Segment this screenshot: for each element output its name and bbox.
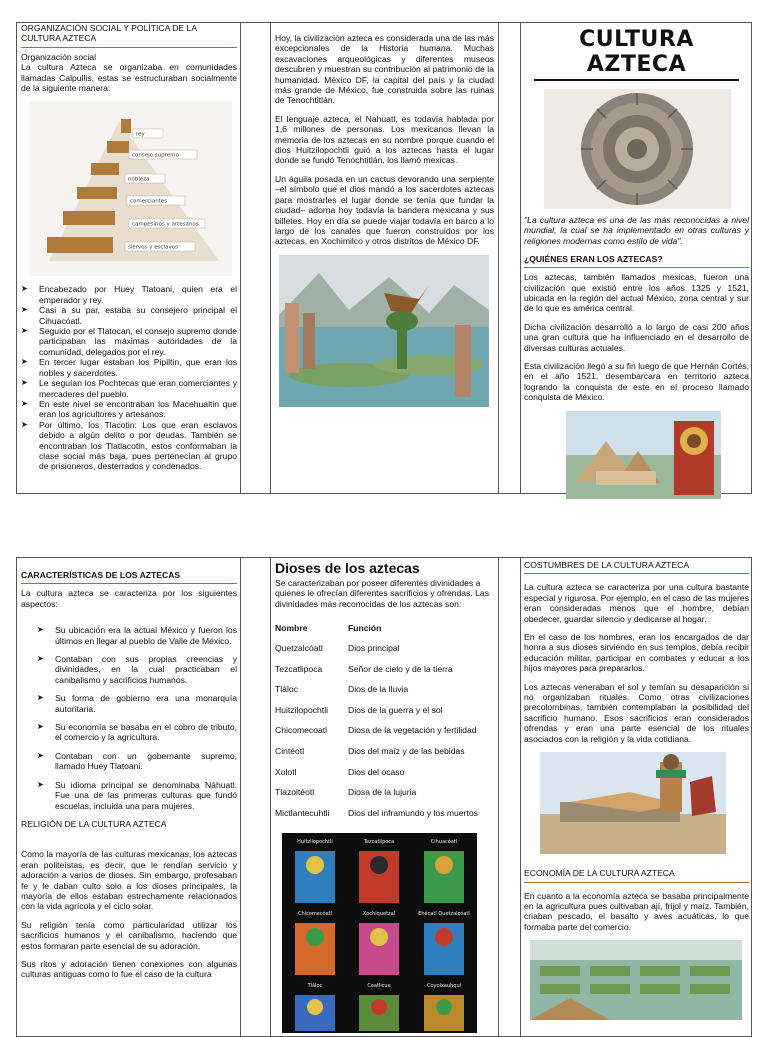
column-header: Función: [348, 622, 382, 633]
page-title: CULTURA AZTECA: [534, 27, 739, 81]
god-name: Tlazoltéotl: [275, 787, 315, 798]
list-item: ➤ Su ubicación era la actual México y fueron los últimos en llegar al pueblo de Valle de México.: [21, 625, 237, 646]
table-row: [275, 803, 495, 824]
table-row: [275, 761, 495, 782]
social-pyramid-illustration: [29, 101, 237, 276]
paragraph: La cultura azteca se caracteriza por una cultura bastante especial y rigurosa. Por ejemplo, en el caso de las mujeres eran consideradas menos que el hombre, debían obedecer, guardar silencio y dedicarse al hogar.: [524, 582, 749, 624]
paragraph: En cuanto a la economía azteca se basaba principalmente en la agricultura pues cultivaban ají, frijol y maíz. También, criaban pescado, el basalto y aves acuáticas, lo que formaba parte del comercio.: [524, 890, 749, 932]
list-item: ➤ Contaban con un gobernante supremo, llamado Huey Tlatoani.: [21, 751, 237, 772]
column-divider: [270, 23, 271, 493]
gods-table: [275, 617, 495, 823]
list-item: ➤ Su economía se basaba en el cobro de tributo, el comercio y la agricultura.: [21, 722, 237, 743]
god-name: Huitzilopochtli: [275, 704, 329, 715]
pyramid-label-comerciantes: comerciantes: [130, 198, 168, 205]
god-function: Dios principal: [348, 643, 400, 654]
economy-heading: ECONOMÍA DE LA CULTURA AZTECA: [524, 868, 749, 882]
gods-codex-image: [282, 833, 495, 1033]
god-name: Tláloc: [275, 684, 298, 695]
section-header: COSTUMBRES DE LA CULTURA AZTECA: [524, 560, 749, 574]
gods-title: Dioses de los aztecas: [275, 560, 420, 576]
god-function: Señor de cielo y de la tierra: [348, 663, 453, 674]
paragraph: Un águila posada en un cactus devorando una serpiente –el símbolo que el dios mandó a los sacerdotes aztecas para mostrarles el lugar donde se tenía que fundar la ciudad– adorna hoy todavía la bandera mexicana y sus billetes. Hoy en día se puede viajar todavía en barco a lo largo de los canales que fueron construidos por los aztecas, en Xochimilco y otros distritos de México DF.: [275, 173, 494, 247]
list-item: ➤ Encabezado por Huey Tlatoani, quien era el emperador y rey.: [21, 284, 237, 305]
paragraph: Dicha civilización desarrolló a lo largo de casi 200 años una gran cultura que ha influenciado en el desarrollo de diversas culturas actuales.: [524, 321, 749, 353]
god-function: Dios de la lluvia: [348, 684, 409, 695]
brochure-page-2: [16, 557, 752, 1037]
codex-label: Tláloc: [307, 983, 323, 990]
paragraph: En el caso de los hombres, eran los encargados de dar honra a sus dioses sirviendo en sus templos, debía recibir educación militar, participar en combates y educar a los hijos mayores para prepararlos.: [524, 632, 749, 674]
paragraph: Sus ritos y adoración tienen conexiones con algunas culturas antiguas como lo fue el caso de la cultura: [21, 958, 237, 980]
paragraph: Su religión tenía como particularidad utilizar los sacrificios humanos y el canibalismo, haciendo que estos formaran parte esencial de su adoración.: [21, 919, 237, 951]
column-divider: [520, 23, 521, 493]
characteristics-list: [21, 625, 237, 811]
column-header: Nombre: [275, 622, 308, 633]
god-function: Dios de la guerra y el sol: [348, 704, 443, 715]
god-function: Diosa de la lujuria: [348, 787, 417, 798]
god-name: Chicomecoatl: [275, 725, 328, 736]
column-divider: [240, 558, 241, 1036]
section-header: ORGANIZACIÓN SOCIAL Y POLÍTICA DE LA CULTURA AZTECA: [21, 23, 237, 48]
religion-heading: RELIGIÓN DE LA CULTURA AZTECA: [21, 818, 167, 829]
column-divider: [498, 23, 499, 493]
pyramid-label-consejo: consejo supremo: [132, 152, 179, 159]
god-name: Xolotl: [275, 766, 297, 777]
list-item: ➤ Su forma de gobierno era una monarquía autoritaria.: [21, 693, 237, 714]
sacrifice-illustration: [540, 752, 749, 854]
god-name: Cintéotl: [275, 746, 305, 757]
god-function: Dios del inframundo y los muertos: [348, 807, 478, 818]
list-item: ➤ Su idioma principal se denominaba Náhuatl. Fue una de las primeras culturas que fundó escuelas, incluida una para mujeres.: [21, 780, 237, 811]
subheader: Organización social: [21, 51, 96, 62]
list-item: ➤ Casi a su par, estaba su consejero principal el Cihuacóatl.: [21, 305, 237, 326]
table-row: [275, 700, 495, 721]
list-item: ➤ Le seguían los Pochtecas que eran comerciantes y mercaderes del pueblo.: [21, 378, 237, 399]
list-item: ➤ En tercer lugar estaban los Pipiltin, que eran los nobles y sacerdotes.: [21, 357, 237, 378]
codex-label: Tezcatlipoca: [363, 839, 395, 846]
intro-text: La cultura Azteca se organizaba en comunidades llamadas Calpullis, estas se estructuraban socialmente de la siguiente manera:: [21, 62, 237, 94]
list-item: ➤ Seguido por el Tlatocan, el consejo supremo donde participaban las máximas autoridades de la comunidad, delegados por el rey.: [21, 326, 237, 357]
list-item: ➤ Contaban con sus propias creencias y divinidades, en la cual practicaban el canibalismo y sacrificios humanos.: [21, 654, 237, 685]
pyramid-label-rey: rey: [136, 131, 145, 138]
history-column: [275, 33, 494, 407]
table-row: [275, 782, 495, 803]
characteristics-column: [21, 570, 237, 988]
table-header-row: [275, 617, 495, 638]
quote-text: "La cultura azteca es una de las más reconocidas a nivel mundial, la cual se ha implementado en otras culturas y religiones modernas como estilo de vida".: [524, 215, 749, 246]
table-row: [275, 658, 495, 679]
paragraph: Como la mayoría de las culturas mexicanas, los aztecas eran politeístas, es decir, que le rendían servicio y adoración a varios de dioses. Sin embargo, profesaban fe y le daban culto solo a los dioses principales, la mayoría de ellos estaban estrechamente relacionados con la vida agrícola y el ciclo solar.: [21, 849, 237, 912]
codex-label: Coyolxauhqui: [426, 983, 462, 990]
list-item: ➤ En este nivel se encontraban los Macehualtin que eran los agricultores y artesanos.: [21, 399, 237, 420]
table-row: [275, 741, 495, 762]
column-divider: [498, 558, 499, 1036]
pyramid-label-nobleza: nobleza: [128, 176, 150, 183]
pyramid-label-campesinos: campesinos y artesanos: [132, 221, 199, 228]
conquest-illustration: [566, 411, 749, 499]
paragraph: El lenguaje azteca, el Nahuatl, es todavía hablada por 1,6 millones de personas. Los mexicanos llevan la memoria de los aztecas en su nombre porque cuando el dios Huitzilopochtli guió a los aztecas hasta el lugar donde se fundó Tenochtitlán, los llamó mexicas.: [275, 113, 494, 166]
hierarchy-bullet-list: [21, 284, 237, 471]
paragraph: Los aztecas, también llamados mexicas, fueron una civilización que existió entre los años 1325 y 1521, ubicada en la región del actual México, zona central y sur de lo que es américa central.: [524, 272, 749, 314]
customs-column: [524, 560, 749, 1020]
codex-label: Cihuacóatl: [430, 839, 458, 846]
column-divider: [240, 23, 241, 493]
god-function: Dios del ocaso: [348, 766, 405, 777]
list-item: ➤ Por último, los Tlacotin: Los que eran esclavos debido a algún delito o por deudas. También se encontraban los Tlatlacotin, estos conformaban la clase social más baja, pues pertenecían al grupo de prisioneros, desterrados y condenados.: [21, 420, 237, 472]
god-function: Diosa de la vegetación y fertilidad: [348, 725, 477, 736]
section-header: CARACTERÍSTICAS DE LOS AZTECAS: [21, 570, 237, 584]
table-row: [275, 720, 495, 741]
question-heading: ¿QUIÉNES ERAN LOS AZTECAS?: [524, 254, 749, 268]
codex-label: Coatlicue: [367, 983, 391, 990]
social-organization-column: [21, 23, 237, 472]
table-row: [275, 638, 495, 659]
chinampas-illustration: [530, 940, 749, 1020]
god-function: Dios del maíz y de las bebidas: [348, 746, 465, 757]
gods-column: [275, 560, 495, 1033]
intro-text: La cultura azteca se caracteriza por los siguientes aspectos:: [21, 588, 237, 609]
column-divider: [270, 558, 271, 1036]
codex-label: Ehécatl Quetzalcóatl: [418, 911, 470, 918]
column-divider: [520, 558, 521, 1036]
god-name: Mictlantecuhtli: [275, 807, 330, 818]
paragraph: Esta civilización llegó a su fin luego de que Hernán Cortés, en el año 1521, desembarcara en territorio azteca logrando la conquista de este en el proceso llamado conquista de México.: [524, 361, 749, 403]
codex-label: Xochiquetzal: [362, 911, 396, 918]
intro-text: Se caracterizaban por poseer diferentes divinidades a quienes le ofrecían diferentes sacrificios y ofrendas. Las divinidades más reconocidas de los aztecas son:: [275, 578, 490, 609]
paragraph: Hoy, la civilización azteca es considerada una de las más excepcionales de la Historia humana. Muchas excavaciones arqueológicas y diferentes museos descubren y muestran su contribución al patrimonio de la humanidad. México DF, la capital del país y la ciudad más grande de México, fue construida sobre las ruinas de Tenochtitlán.: [275, 33, 494, 106]
codex-label: Chicomecóatl: [297, 911, 333, 918]
sun-stone-image: [544, 89, 749, 209]
paragraph: Los aztecas veneraban el sol y temían su desaparición si no organizaban rituales. Como otras civilizaciones precolombinas, también contemplaban la posibilidad del sacrificio humano. Esos sacrificios eran considerados ofrendas y eran una parte esencial de los rituales asociados con la religión y la vida cotidiana.: [524, 681, 749, 744]
god-name: Tezcatlipoca: [275, 663, 323, 674]
brochure-page-1: [16, 22, 752, 494]
cover-column: [524, 27, 749, 499]
pyramid-label-siervos: siervos y esclavos: [128, 244, 178, 251]
table-row: [275, 679, 495, 700]
eagle-cactus-illustration: [279, 255, 494, 407]
god-name: Quetzalcóatl: [275, 643, 323, 654]
codex-label: Huitzilopochtli: [297, 839, 333, 846]
